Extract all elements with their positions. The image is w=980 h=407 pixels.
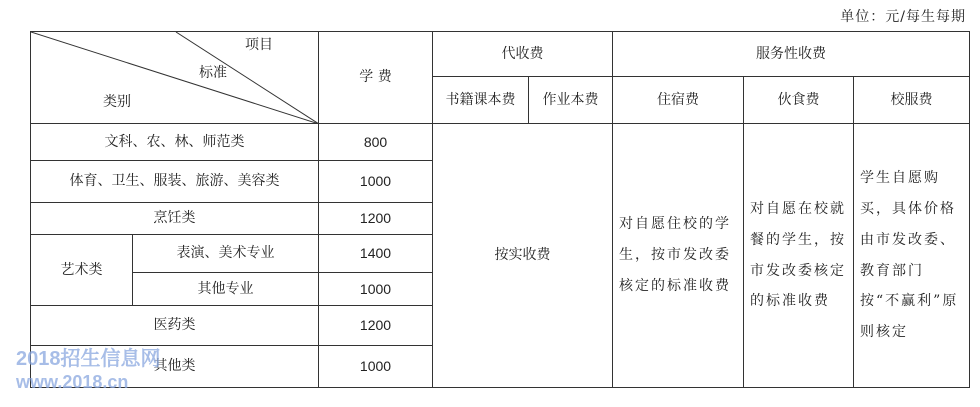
tuition-cell: 1200 bbox=[319, 306, 433, 346]
category-cell: 文科、农、林、师范类 bbox=[31, 124, 319, 161]
tuition-cell: 1200 bbox=[319, 203, 433, 235]
unit-note: 单位：元/每生每期 bbox=[840, 9, 966, 25]
uniform-note-cell: 学生自愿购买，具体价格由市发改委、教育部门按“不赢利”原则核定 bbox=[854, 124, 970, 388]
lodging-header: 住宿费 bbox=[613, 77, 744, 124]
lodging-note-cell: 对自愿住校的学生，按市发改委核定的标准收费 bbox=[613, 124, 744, 388]
corner-category-label: 类别 bbox=[103, 94, 131, 110]
meals-header: 伙食费 bbox=[744, 77, 854, 124]
watermark-line2: www.2018.cn bbox=[16, 372, 129, 392]
tuition-cell: 1000 bbox=[319, 161, 433, 203]
category-cell: 体育、卫生、服装、旅游、美容类 bbox=[31, 161, 319, 203]
category-cell: 医药类 bbox=[31, 306, 319, 346]
textbook-header: 书籍课本费 bbox=[433, 77, 529, 124]
meals-note-cell: 对自愿在校就餐的学生，按市发改委核定的标准收费 bbox=[744, 124, 854, 388]
homework-header: 作业本费 bbox=[529, 77, 613, 124]
tuition-cell: 1000 bbox=[319, 273, 433, 306]
diagonal-lines bbox=[31, 32, 319, 124]
tuition-cell: 1400 bbox=[319, 235, 433, 273]
category-cell: 烹饪类 bbox=[31, 203, 319, 235]
corner-standard-label: 标准 bbox=[199, 65, 227, 81]
collect-for-header: 代收费 bbox=[433, 32, 613, 77]
category-cell: 其他类 bbox=[31, 346, 319, 388]
corner-item-label: 项目 bbox=[245, 37, 273, 53]
watermark-line1: 2018招生信息网 bbox=[16, 348, 161, 370]
uniform-header: 校服费 bbox=[854, 77, 970, 124]
service-fees-header: 服务性收费 bbox=[613, 32, 970, 77]
diagonal-header-cell bbox=[31, 32, 319, 124]
art-category-cell: 艺术类 bbox=[31, 235, 133, 306]
tuition-cell: 1000 bbox=[319, 346, 433, 388]
subcategory-cell: 表演、美术专业 bbox=[133, 235, 319, 273]
collect-note-cell: 按实收费 bbox=[433, 124, 613, 388]
tuition-header: 学 费 bbox=[319, 32, 433, 124]
tuition-cell: 800 bbox=[319, 124, 433, 161]
fee-standard-table bbox=[30, 31, 970, 388]
subcategory-cell: 其他专业 bbox=[133, 273, 319, 306]
